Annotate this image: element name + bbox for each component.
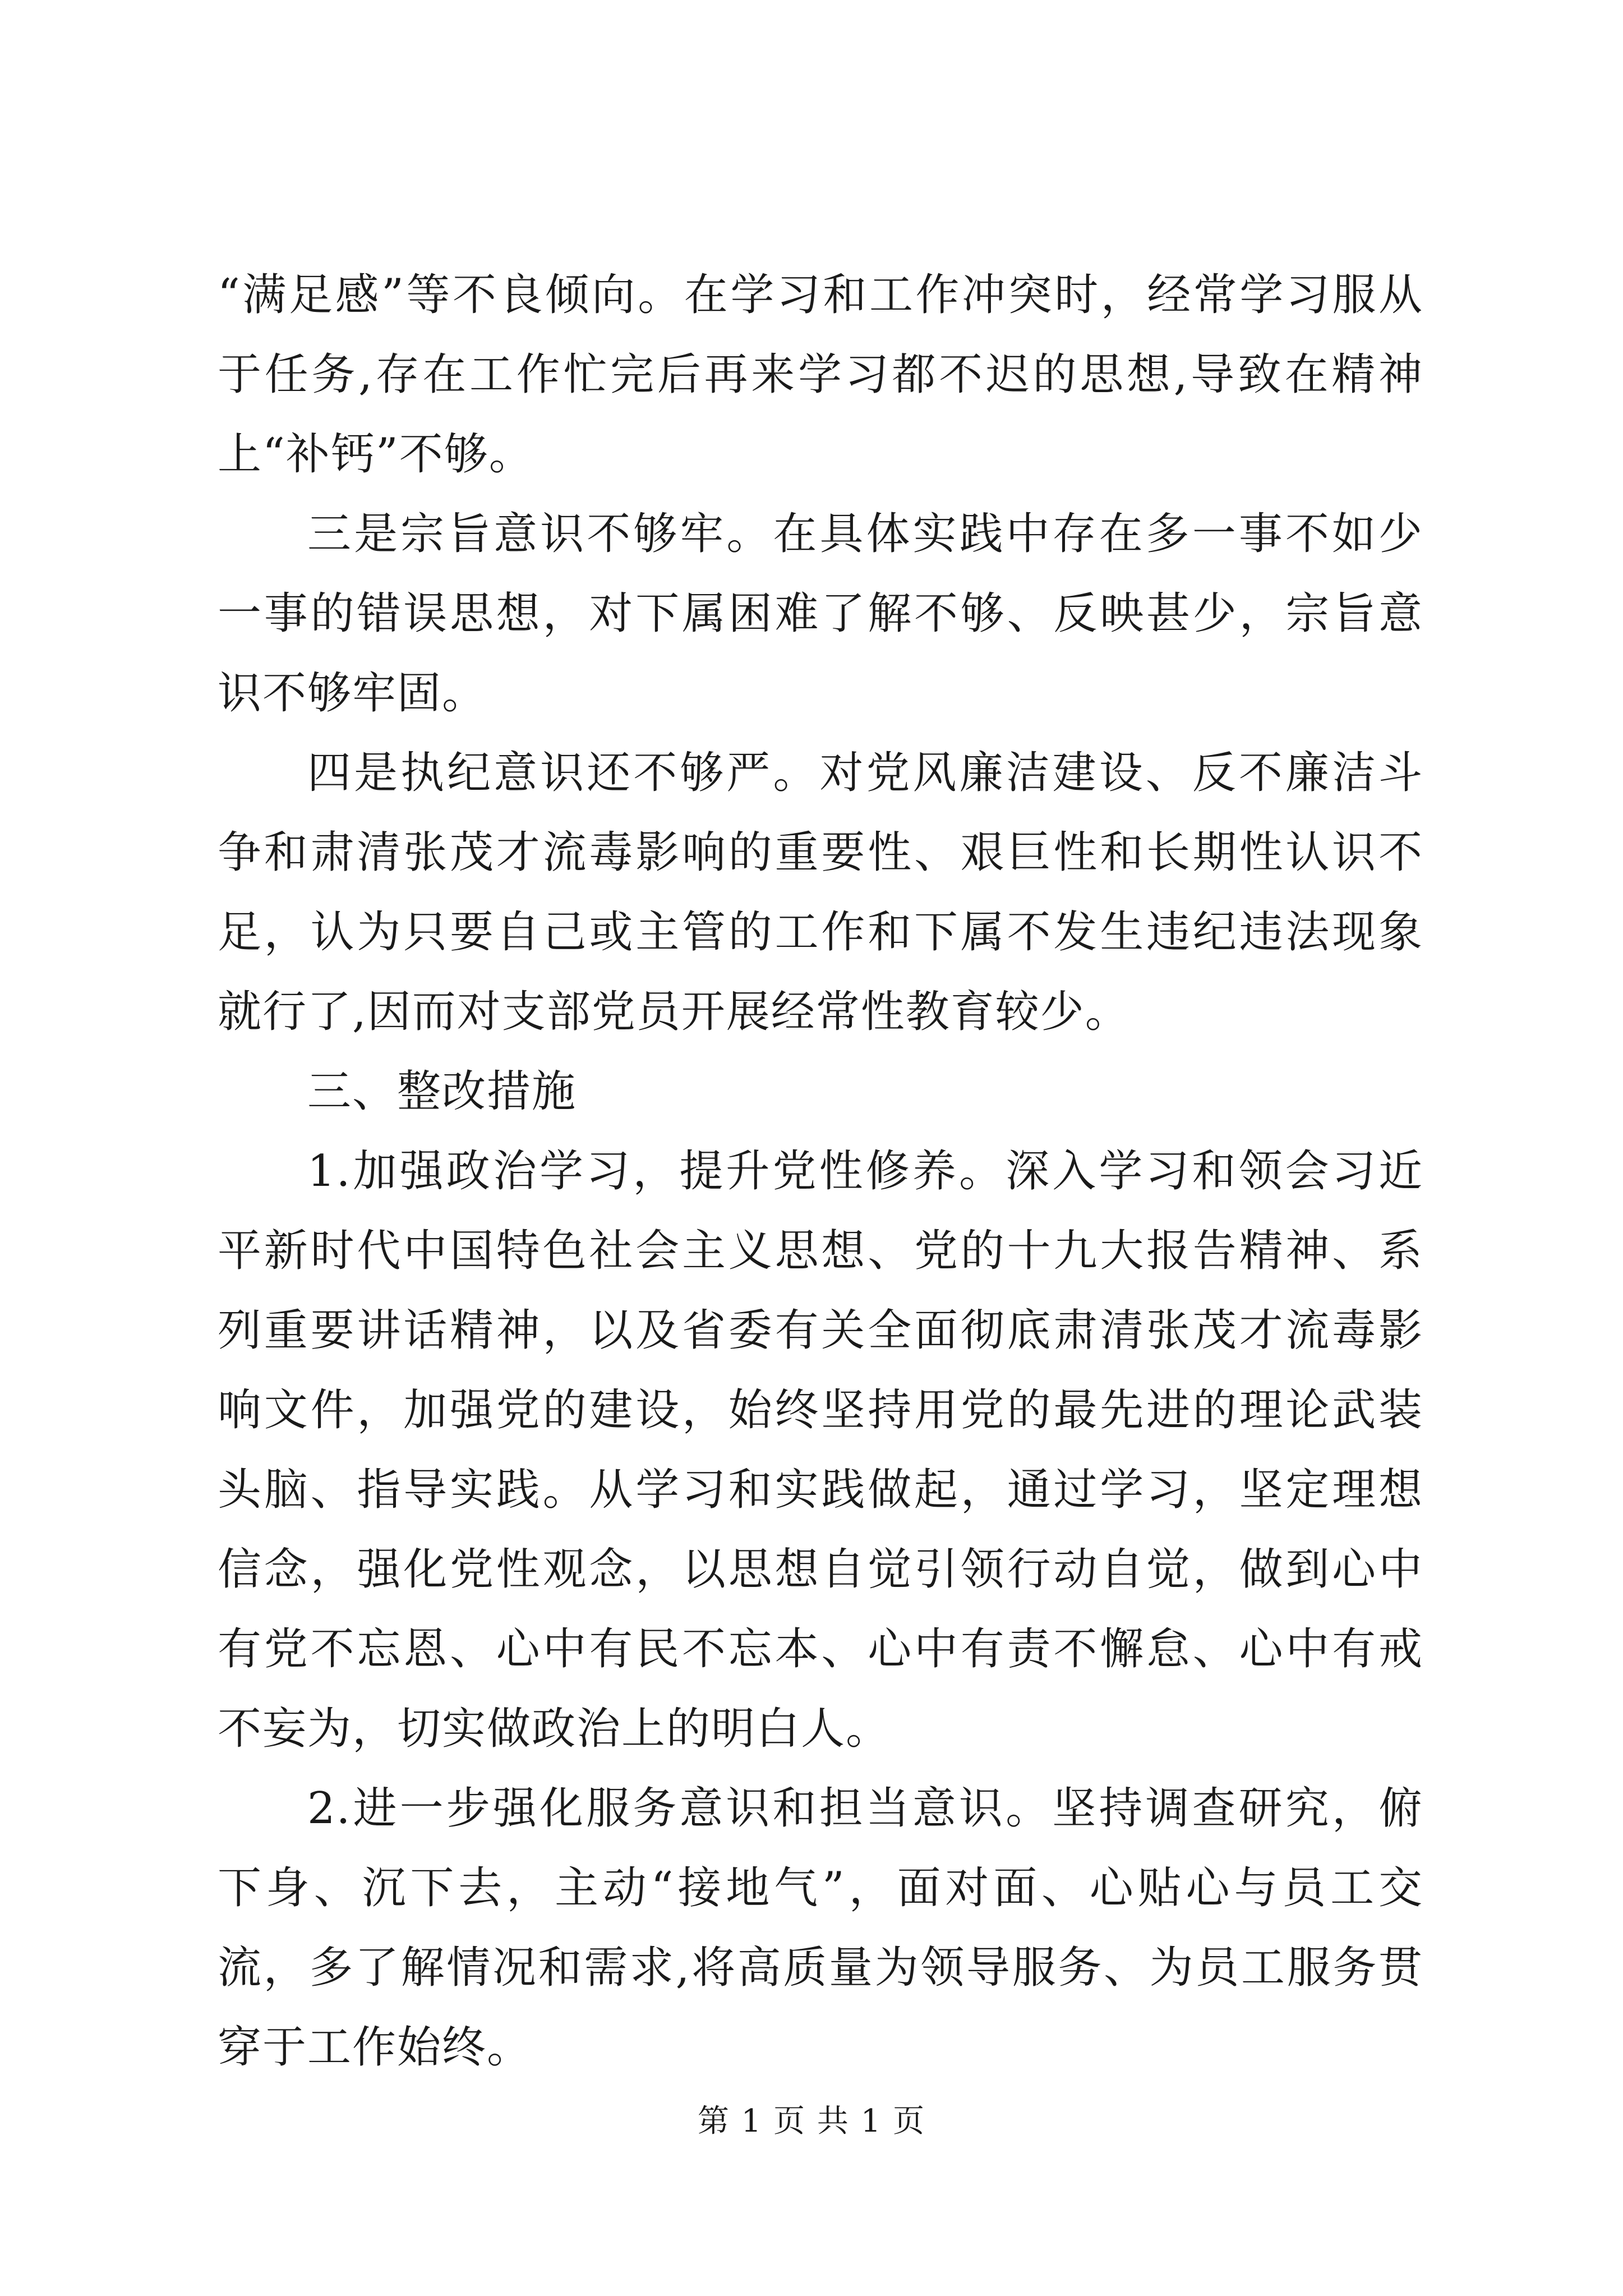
paragraph-continuation: “满足感”等不良倾向。在学习和工作冲突时，经常学习服从于任务,存在工作忙完后再来学习都不迟的思想,导致在精神上“补钙”不够。 [218,270,1423,480]
section-heading-rectification: 三、整改措施 [307,1066,577,1117]
paragraph-discipline-awareness: 四是执纪意识还不够严。对党风廉洁建设、反不廉洁斗争和肃清张茂才流毒影响的重要性、艰巨性和长期性认识不足，认为只要自己或主管的工作和下属不发生违纪违法现象就行了,因而对支部党员开展经常性教育较少。 [218,748,1423,1037]
paragraph-measure-2: 2.进一步强化服务意识和担当意识。坚持调查研究，俯下身、沉下去，主动“接地气”，面对面、心贴心与员工交流，多了解情况和需求,将高质量为领导服务、为员工服务贯穿于工作始终。 [218,1783,1423,2073]
paragraph-measure-1: 1.加强政治学习，提升党性修养。深入学习和领会习近平新时代中国特色社会主义思想、党的十九大报告精神、系列重要讲话精神，以及省委有关全面彻底肃清张茂才流毒影响文件，加强党的建设，始终坚持用党的最先进的理论武装头脑、指导实践。从学习和实践做起，通过学习，坚定理想信念，强化党性观念，以思想自觉引领行动自觉，做到心中有党不忘恩、心中有民不忘本、心中有责不懈怠、心中有戒不妄为，切实做政治上的明白人。 [218,1146,1423,1754]
document-body [218,255,1423,2087]
paragraph-purpose-awareness: 三是宗旨意识不够牢。在具体实践中存在多一事不如少一事的错误思想，对下属困难了解不够、反映甚少，宗旨意识不够牢固。 [218,509,1423,719]
page-footer: 第 1 页 共 1 页 [697,2103,926,2139]
